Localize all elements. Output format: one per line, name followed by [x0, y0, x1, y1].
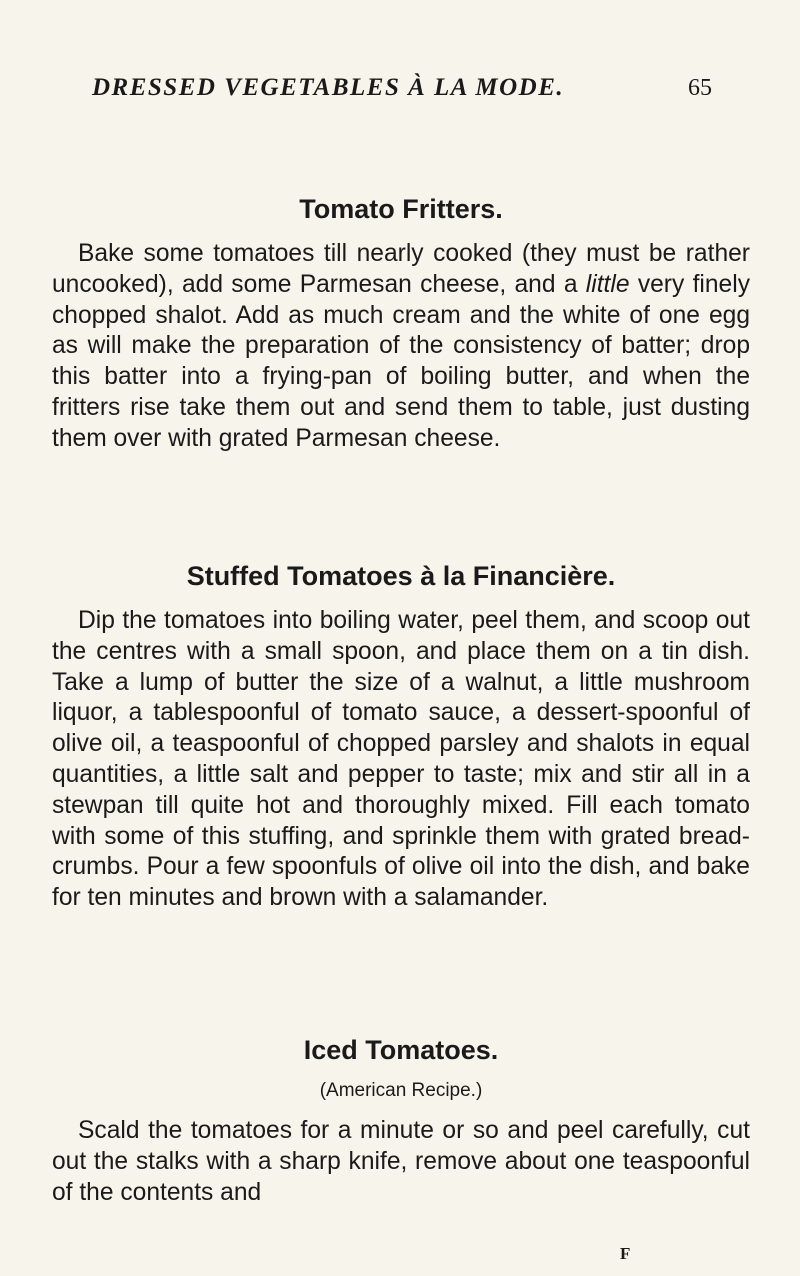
book-page: [52, 0, 750, 1276]
recipe-text: very finely chopped shalot. Add as much cream and the white of one egg as will make the preparation of the consistency of batter; drop this batter into a frying-pan of boiling butter, and when the fritters rise take them out and send them to table, just dusting them over with grated Parmesan cheese.: [52, 270, 750, 452]
recipe-heading: Stuffed Tomatoes à la Financière.: [186, 561, 616, 591]
recipe-body: [52, 239, 750, 455]
recipe-body: Scald the tomatoes for a minute or so and peel carefully, cut out the stalks with a sharp knife, remove about one teaspoonful of the contents and: [52, 1117, 750, 1206]
signature-mark: F: [620, 1244, 631, 1263]
recipe-subheading: (American Recipe.): [319, 1080, 483, 1101]
recipe-stuffed-tomatoes: [52, 561, 750, 914]
running-head-title: DRESSED VEGETABLES À LA MODE.: [92, 74, 565, 101]
recipe-text: Bake some tomatoes till nearly cooked (they must be rather uncooked), add some Parmesan cheese, and a: [52, 240, 750, 298]
page-number: 65: [688, 75, 712, 101]
recipe-heading: Tomato Fritters.: [299, 194, 503, 224]
recipe-iced-tomatoes: [52, 1035, 750, 1208]
recipe-body: Dip the tomatoes into boiling water, peel them, and scoop out the centres with a small spoon, and place them on a tin dish. Take a lump of butter the size of a walnut, a little mushroom liquor, a tablespoonful of tomato sauce, a dessert-spoonful of olive oil, a teaspoonful of chopped parsley and shalots in equal quantities, a little salt and pepper to taste; mix and stir all in a stewpan till quite hot and thoroughly mixed. Fill each tomato with some of this stuffing, and sprinkle them with grated bread-crumbs. Pour a few spoonfuls of olive oil into the dish, and bake for ten minutes and brown with a salamander.: [52, 607, 750, 912]
recipe-italic-text: little: [585, 270, 630, 298]
running-head: [92, 74, 712, 102]
recipe-heading: Iced Tomatoes.: [303, 1035, 499, 1065]
recipe-tomato-fritters: [52, 194, 750, 455]
